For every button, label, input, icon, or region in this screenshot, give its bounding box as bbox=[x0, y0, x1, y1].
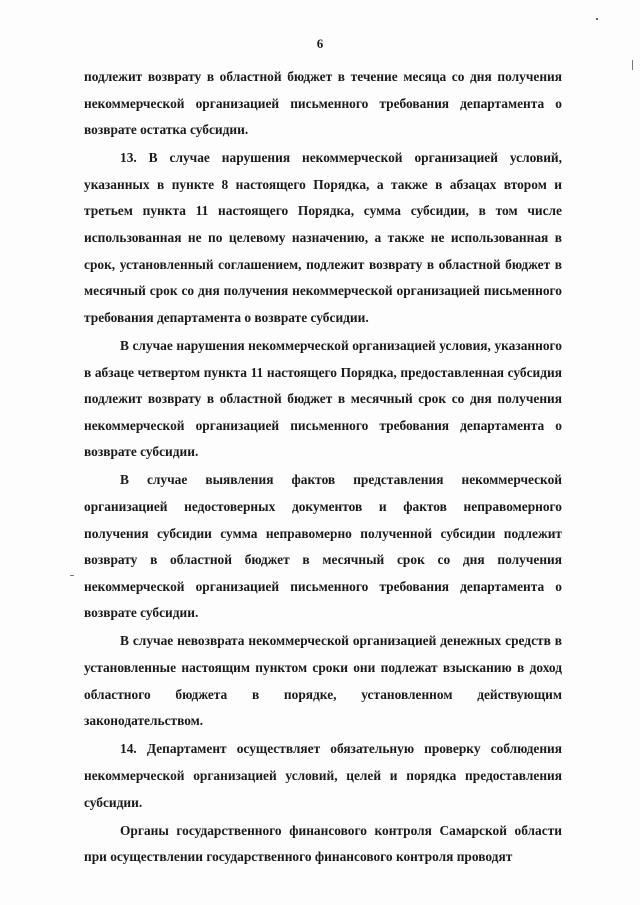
paragraph-financial-control: Органы государственного финансового контроля Самарской области при осуществлении государственного финансового контроля проводят bbox=[84, 822, 562, 865]
paragraph-violation-condition: В случае нарушения некоммерческой организацией условия, указанного в абзаце четвертом пункта 11 настоящего Порядка, предоставленная субсидия подлежит возврату в областной бюджет в месячный срок со дня получения некоммерческой организацией письменного требования департамента о возврате субсидии. bbox=[84, 337, 562, 460]
scan-edge-mark bbox=[632, 60, 633, 70]
scan-edge-mark bbox=[70, 575, 74, 576]
paragraph-non-return: В случае невозврата некоммерческой организацией денежных средств в установленные настоящим пунктом сроки они подлежат взысканию в доход областного бюджета в порядке, установленном действующим законодательством. bbox=[84, 633, 562, 729]
paragraph-continuation: подлежит возврату в областной бюджет в течение месяца со дня получения некоммерческой организацией письменного требования департамента о возврате остатка субсидии. bbox=[84, 69, 562, 138]
page-number: 6 bbox=[316, 36, 324, 51]
scan-speck bbox=[596, 18, 598, 20]
document-body bbox=[84, 64, 562, 872]
paragraph-false-documents: В случае выявления фактов представления некоммерческой организацией недостоверных документов и фактов неправомерного получения субсидии сумма неправомерно полученной субсидии подлежит возврату в областной бюджет в месячный срок со дня получения некоммерческой организацией письменного требования департамента о возврате субсидии. bbox=[84, 472, 562, 621]
paragraph-13: 13. В случае нарушения некоммерческой организацией условий, указанных в пункте 8 настоящего Порядка, а также в абзацах втором и третьем пункта 11 настоящего Порядка, сумма субсидии, в том числе использованная не по целевому назначению, а также не использованная в срок, установленный соглашением, подлежит возврату в областной бюджет в месячный срок со дня получения некоммерческой организацией письменного требования департамента о возврате субсидии. bbox=[84, 150, 562, 325]
paragraph-14: 14. Департамент осуществляет обязательную проверку соблюдения некоммерческой организацией условий, целей и порядка предоставления субсидии. bbox=[84, 741, 562, 810]
